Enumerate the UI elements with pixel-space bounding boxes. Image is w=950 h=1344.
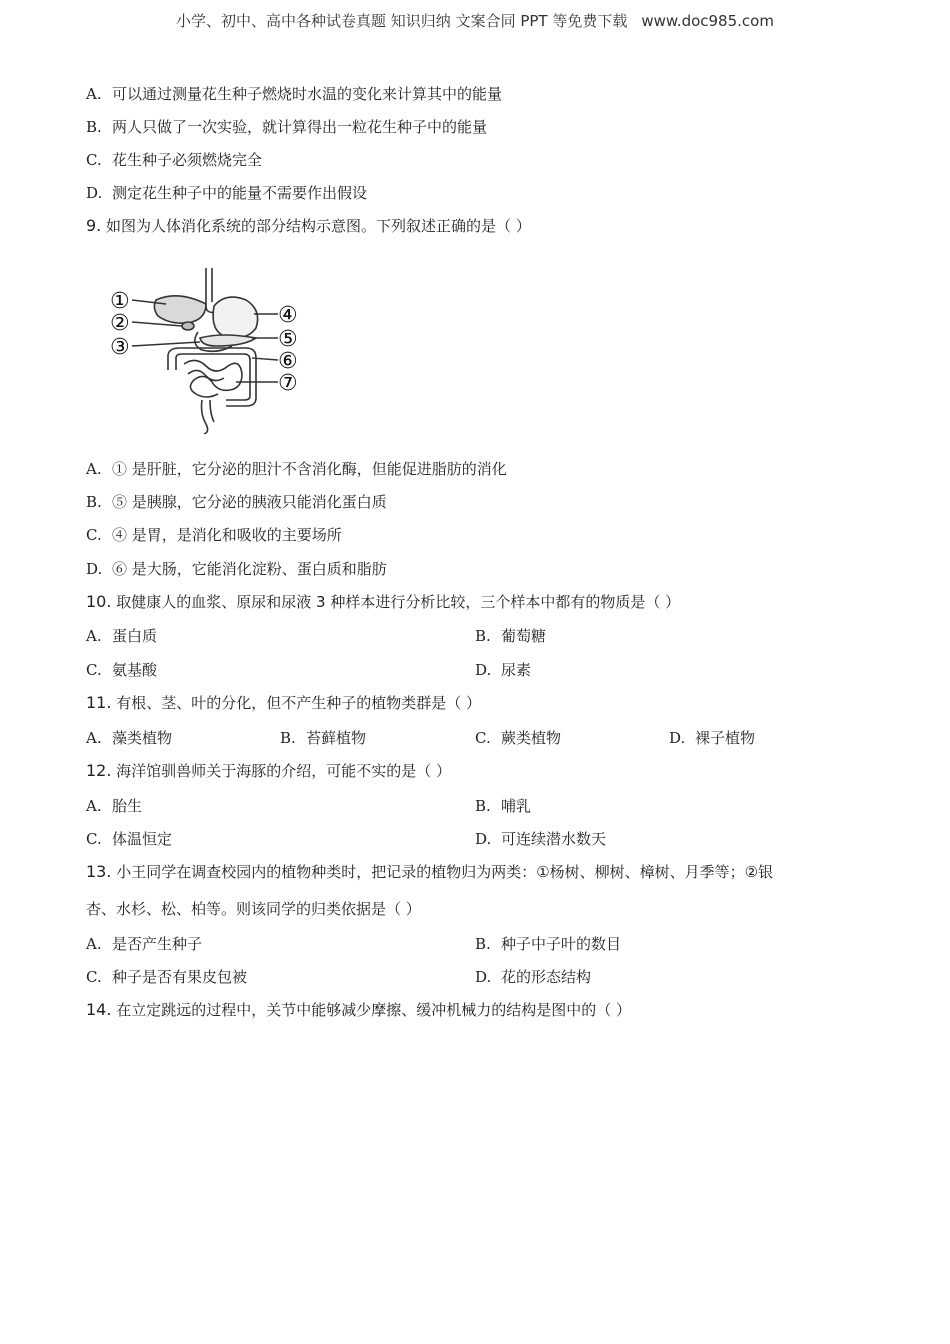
q13-option-b [475,934,621,954]
option-letter: B. [86,118,102,136]
q9-option-c [86,525,342,545]
label-1: ① [110,289,130,314]
option-text: 测定花生种子中的能量不需要作出假设 [112,184,368,202]
option-letter: A. [86,935,102,953]
option-letter: C. [86,526,102,544]
option-text: 种子中子叶的数目 [501,935,622,953]
option-letter: A. [86,729,102,747]
option-text: 藻类植物 [112,729,173,747]
option-text: 可以通过测量花生种子燃烧时水温的变化来计算其中的能量 [112,85,503,103]
option-text: 种子是否有果皮包被 [112,968,248,986]
option-letter: B. [475,797,491,815]
option-letter: C. [475,729,491,747]
q11-option-a [86,728,172,748]
label-4: ④ [278,303,298,328]
option-text: 葡萄糖 [501,627,547,645]
header-site: www.doc985.com [641,12,774,30]
q10-option-b [475,626,546,646]
option-letter: D. [475,661,492,679]
option-text: 体温恒定 [112,830,173,848]
option-text: ⑥ 是大肠，它能消化淀粉、蛋白质和脂肪 [112,560,387,578]
option-letter: A. [86,797,102,815]
q9-stem [86,216,531,236]
question-text: 有根、茎、叶的分化，但不产生种子的植物类群是（ ） [116,694,482,712]
label-7: ⑦ [278,371,298,396]
option-letter: A. [86,627,102,645]
digestive-system-diagram [106,266,306,434]
option-text: 是否产生种子 [112,935,203,953]
question-number: 11. [86,693,112,712]
option-letter: A. [86,85,102,103]
q8-option-b [86,117,487,137]
option-text: ① 是肝脏，它分泌的胆汁不含消化酶，但能促进脂肪的消化 [112,460,507,478]
label-5: ⑤ [278,327,298,352]
q13-option-d [475,967,591,987]
question-text: 取健康人的血浆、原尿和尿液 3 种样本进行分析比较，三个样本中都有的物质是（ ） [116,593,681,611]
q8-option-d [86,183,367,203]
option-letter: B. [475,935,491,953]
option-letter: D. [669,729,686,747]
option-letter: C. [86,151,102,169]
label-2: ② [110,311,130,336]
q10-stem [86,592,680,612]
option-text: 胎生 [112,797,143,815]
option-text: 可连续潜水数天 [501,830,607,848]
question-text: 杏、水杉、松、柏等。则该同学的归类依据是（ ） [86,900,421,918]
page-header [0,10,950,31]
question-text: 在立定跳远的过程中，关节中能够减少摩擦、缓冲机械力的结构是图中的（ ） [116,1001,632,1019]
q10-option-d [475,660,531,680]
q11-stem [86,693,481,713]
option-text: 哺乳 [501,797,532,815]
question-number: 13. [86,862,112,881]
q13-stem-line2 [86,899,421,919]
header-text: 小学、初中、高中各种试卷真题 知识归纳 文案合同 PPT 等免费下载 [176,12,628,30]
q12-stem [86,761,451,781]
option-text: 两人只做了一次实验，就计算得出一粒花生种子中的能量 [112,118,488,136]
q11-option-d [669,728,755,748]
q10-option-c [86,660,157,680]
q9-option-a [86,459,507,479]
option-letter: D. [475,830,492,848]
option-text: ④ 是胃，是消化和吸收的主要场所 [112,526,342,544]
q10-option-a [86,626,157,646]
option-letter: D. [86,184,103,202]
option-letter: D. [86,560,103,578]
q13-option-a [86,934,202,954]
q14-stem [86,1000,631,1020]
option-letter: A. [86,460,102,478]
question-text: 海洋馆驯兽师关于海豚的介绍，可能不实的是（ ） [116,762,452,780]
label-3: ③ [110,335,130,360]
option-text: ⑤ 是胰腺，它分泌的胰液只能消化蛋白质 [112,493,387,511]
question-number: 10. [86,592,112,611]
q8-option-a [86,84,502,104]
q12-option-c [86,829,172,849]
label-6: ⑥ [278,349,298,374]
q13-stem-line1 [86,862,773,882]
option-text: 尿素 [501,661,532,679]
option-letter: D. [475,968,492,986]
option-text: 氨基酸 [112,661,158,679]
option-letter: B. [475,627,491,645]
q11-option-b [280,728,366,748]
option-letter: C. [86,968,102,986]
option-text: 蕨类植物 [501,729,562,747]
q12-option-b [475,796,531,816]
option-letter: B. [86,493,102,511]
q9-option-d [86,559,387,579]
option-letter: C. [86,661,102,679]
option-text: 花的形态结构 [501,968,592,986]
question-text: 如图为人体消化系统的部分结构示意图。下列叙述正确的是（ ） [106,217,531,235]
option-letter: C. [86,830,102,848]
option-text: 裸子植物 [695,729,756,747]
option-letter: B. [280,729,296,747]
q8-option-c [86,150,262,170]
option-text: 苔藓植物 [306,729,367,747]
q12-option-d [475,829,606,849]
q13-option-c [86,967,247,987]
question-number: 14. [86,1000,112,1019]
question-number: 12. [86,761,112,780]
q9-option-b [86,492,387,512]
option-text: 蛋白质 [112,627,158,645]
q12-option-a [86,796,142,816]
question-number: 9. [86,216,102,235]
option-text: 花生种子必须燃烧完全 [112,151,263,169]
question-text: 小王同学在调查校园内的植物种类时，把记录的植物归为两类：①杨树、柳树、樟树、月季等；②银 [116,863,774,881]
q11-option-c [475,728,561,748]
